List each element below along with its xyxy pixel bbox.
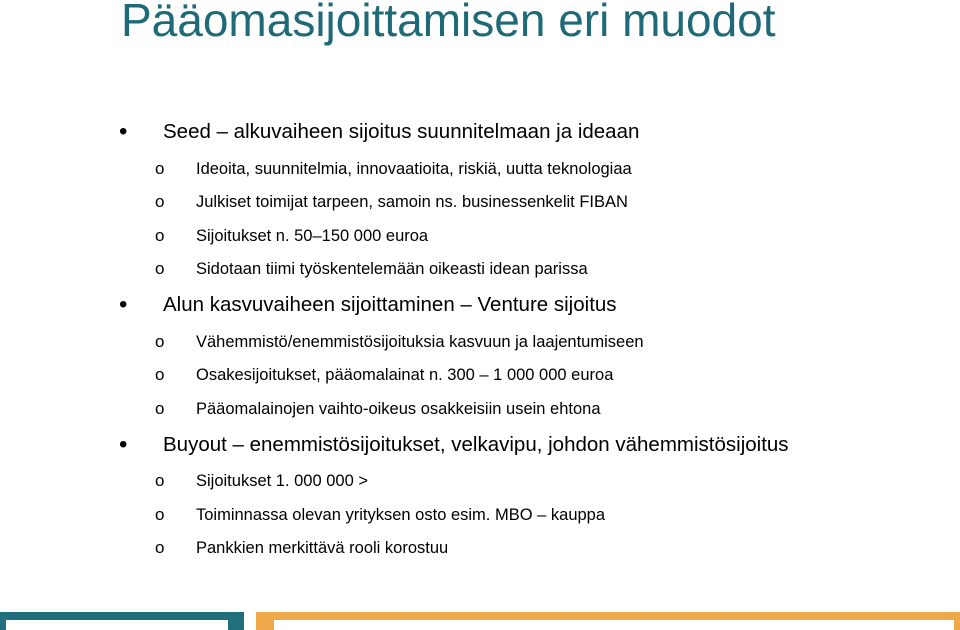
sub-bullet-marker: o [155,399,165,418]
sub-bullet-item [0,254,940,284]
sub-bullet-text: Sijoitukset 1. 000 000 > [196,472,368,490]
sub-bullet-marker: o [155,505,165,524]
bullet-heading: Buyout – enemmistösijoitukset, velkavipu, johdon vähemmistösijoitus [163,433,789,456]
sub-bullet-marker: o [155,192,165,211]
bullet-marker: • [119,431,128,458]
sub-bullet-marker: o [155,471,165,490]
sub-bullet-marker: o [155,332,165,351]
footer-bar-teal-accent [228,612,244,630]
bullet-heading: Alun kasvuvaiheen sijoittaminen – Venture sijoitus [163,293,617,316]
bullet-marker: • [119,118,128,145]
sub-bullet-item [0,394,940,424]
sub-bullet-text: Vähemmistö/enemmistösijoituksia kasvuun ja laajentumiseen [196,333,644,351]
footer-inset-right [274,620,954,630]
bullet-item-venture [0,290,940,320]
sub-bullet-item [0,327,940,357]
sub-bullet-marker: o [155,226,165,245]
sub-bullet-text: Pankkien merkittävä rooli korostuu [196,539,449,557]
sub-bullet-text: Osakesijoitukset, pääomalainat n. 300 – 1 000 000 euroa [196,366,614,384]
sub-bullet-item [0,466,940,496]
sub-bullet-item [0,500,940,530]
footer-bar-orange-accent [256,612,274,630]
sub-bullet-text: Ideoita, suunnitelmia, innovaatioita, riskiä, uutta teknologiaa [196,160,632,178]
sub-bullet-item [0,154,940,184]
footer-inset-left [6,620,228,630]
bullet-item-buyout [0,430,940,460]
sub-bullet-marker: o [155,538,165,557]
sub-bullet-marker: o [155,365,165,384]
sub-bullet-item [0,360,940,390]
bullet-heading: Seed – alkuvaiheen sijoitus suunnitelmaan ja ideaan [163,120,640,143]
sub-bullet-text: Toiminnassa olevan yrityksen osto esim. MBO – kauppa [196,506,606,524]
sub-bullet-text: Sijoitukset n. 50–150 000 euroa [196,227,429,245]
sub-bullet-item [0,533,940,563]
sub-bullet-item [0,221,940,251]
sub-bullet-marker: o [155,259,165,278]
bullet-item-seed [0,117,940,147]
sub-bullet-item [0,187,940,217]
sub-bullet-text: Pääomalainojen vaihto-oikeus osakkeisiin usein ehtona [196,400,601,418]
sub-bullet-text: Julkiset toimijat tarpeen, samoin ns. businessenkelit FIBAN [196,193,628,211]
sub-bullet-text: Sidotaan tiimi työskentelemään oikeasti idean parissa [196,260,588,278]
slide-title: Pääomasijoittamisen eri muodot [121,0,776,46]
sub-bullet-marker: o [155,159,165,178]
bullet-marker: • [119,291,128,318]
